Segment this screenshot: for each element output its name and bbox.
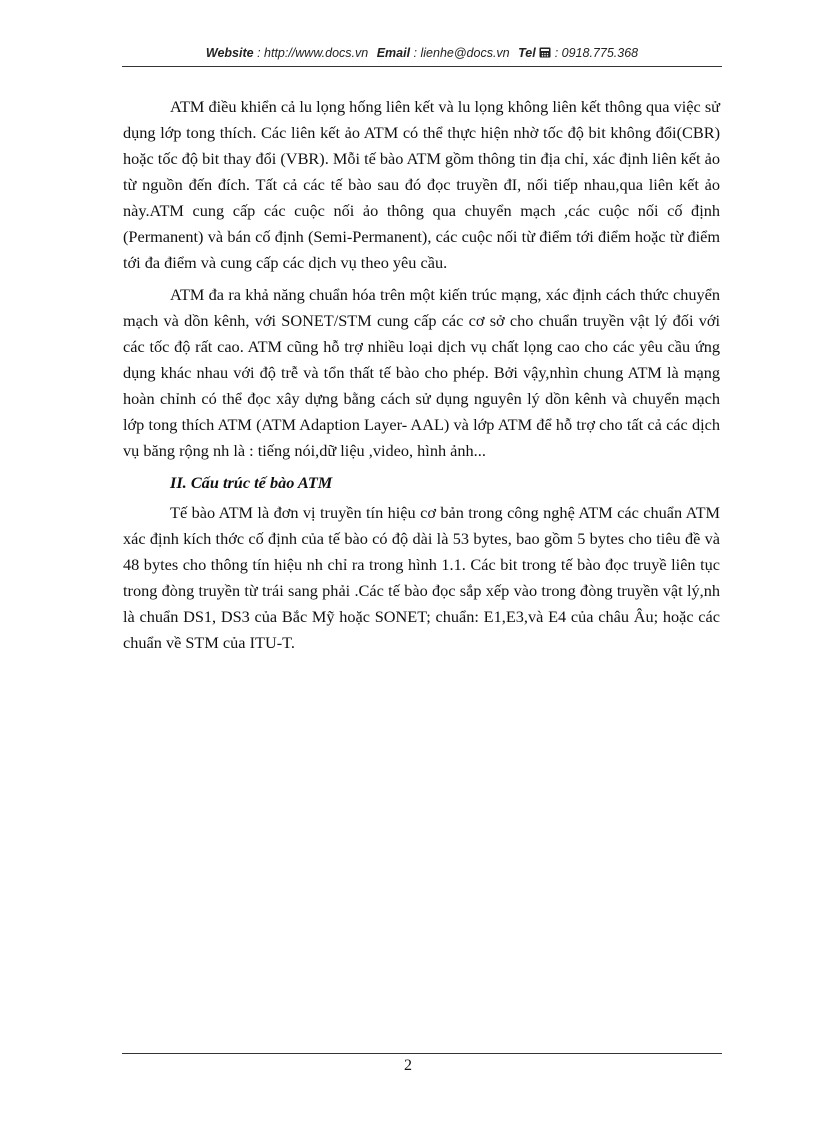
paragraph-atm-cell: Tế bào ATM là đơn vị truyền tín hiệu cơ bản trong công nghệ ATM các chuẩn ATM xác định kích thớc cố định của tế bào có độ dài là 53 bytes, bao gồm 5 bytes cho tiêu đề và 48 bytes cho thông tín hiệu nh chỉ ra trong hình 1.1. Các bit trong tế bào đọc truyề liên tục trong đòng truyền từ trái sang phải .Các tế bào đọc sắp xếp vào trong đòng truyền vật lý,nh là chuẩn DS1, DS3 của Bắc Mỹ hoặc SONET; chuẩn: E1,E3,và E4 của châu Âu; hoặc các chuẩn về STM của ITU-T. [123,503,720,652]
footer-divider [122,1053,722,1054]
tel-label: Tel [518,46,536,60]
page-body [123,94,720,662]
phone-icon [539,47,551,61]
email-label: Email [376,46,411,60]
tel-value: 0918.775.368 [561,46,639,60]
header-divider [122,66,722,67]
section-heading: II. Cấu trúc tế bào ATM [170,473,333,492]
page-header: Website : http://www.docs.vn Email : lienhe@docs.vn Tel : 0918.775.368 [205,46,639,60]
page-number: 2 [404,1057,412,1074]
website-value: http://www.docs.vn [264,46,369,60]
email-value: lienhe@docs.vn [420,46,510,60]
paragraph-atm-control: ATM điều khiển cả lu lọng hống liên kết và lu lọng không liên kết thông qua việc sử dụng lớp tong thích. Các liên kết ảo ATM có thể thực hiện nhờ tốc độ bit không đổi(CBR) hoặc tốc độ bit thay đổi (VBR). Mỗi tế bào ATM gồm thông tin địa chỉ, xác định liên kết ảo từ nguồn đến đích. Tất cả các tế bào sau đó đọc truyền đI, nối tiếp nhau,qua liên kết ảo này.ATM cung cấp các cuộc nối ảo thông qua chuyển mạch ,các cuộc nối cố định (Permanent) và bán cố định (Semi-Permanent), các cuộc nối từ điểm tới điểm hoặc từ điểm tới đa điểm và cung cấp các dịch vụ theo yêu cầu. [123,97,720,272]
website-label: Website [205,46,254,60]
paragraph-atm-standard: ATM đa ra khả năng chuẩn hóa trên một kiến trúc mạng, xác định cách thức chuyển mạch và dồn kênh, với SONET/STM cung cấp các cơ sở cho chuẩn truyền vật lý đối với các tốc độ rất cao. ATM cũng hỗ trợ nhiều loại dịch vụ chất lọng cao cho các yêu cầu ứng dụng khác nhau với độ trễ và tổn thất tế bào cho phép. Bởi vậy,nhìn chung ATM là mạng hoàn chỉnh có thể đọc xây dựng bằng cách sử dụng nguyên lý dồn kênh và chuyển mạch lớp tong thích ATM (ATM Adaption Layer- AAL) và lớp ATM để hỗ trợ cho tất cả các dịch vụ băng rộng nh là : tiếng nói,dữ liệu ,video, hình ảnh... [123,285,720,460]
